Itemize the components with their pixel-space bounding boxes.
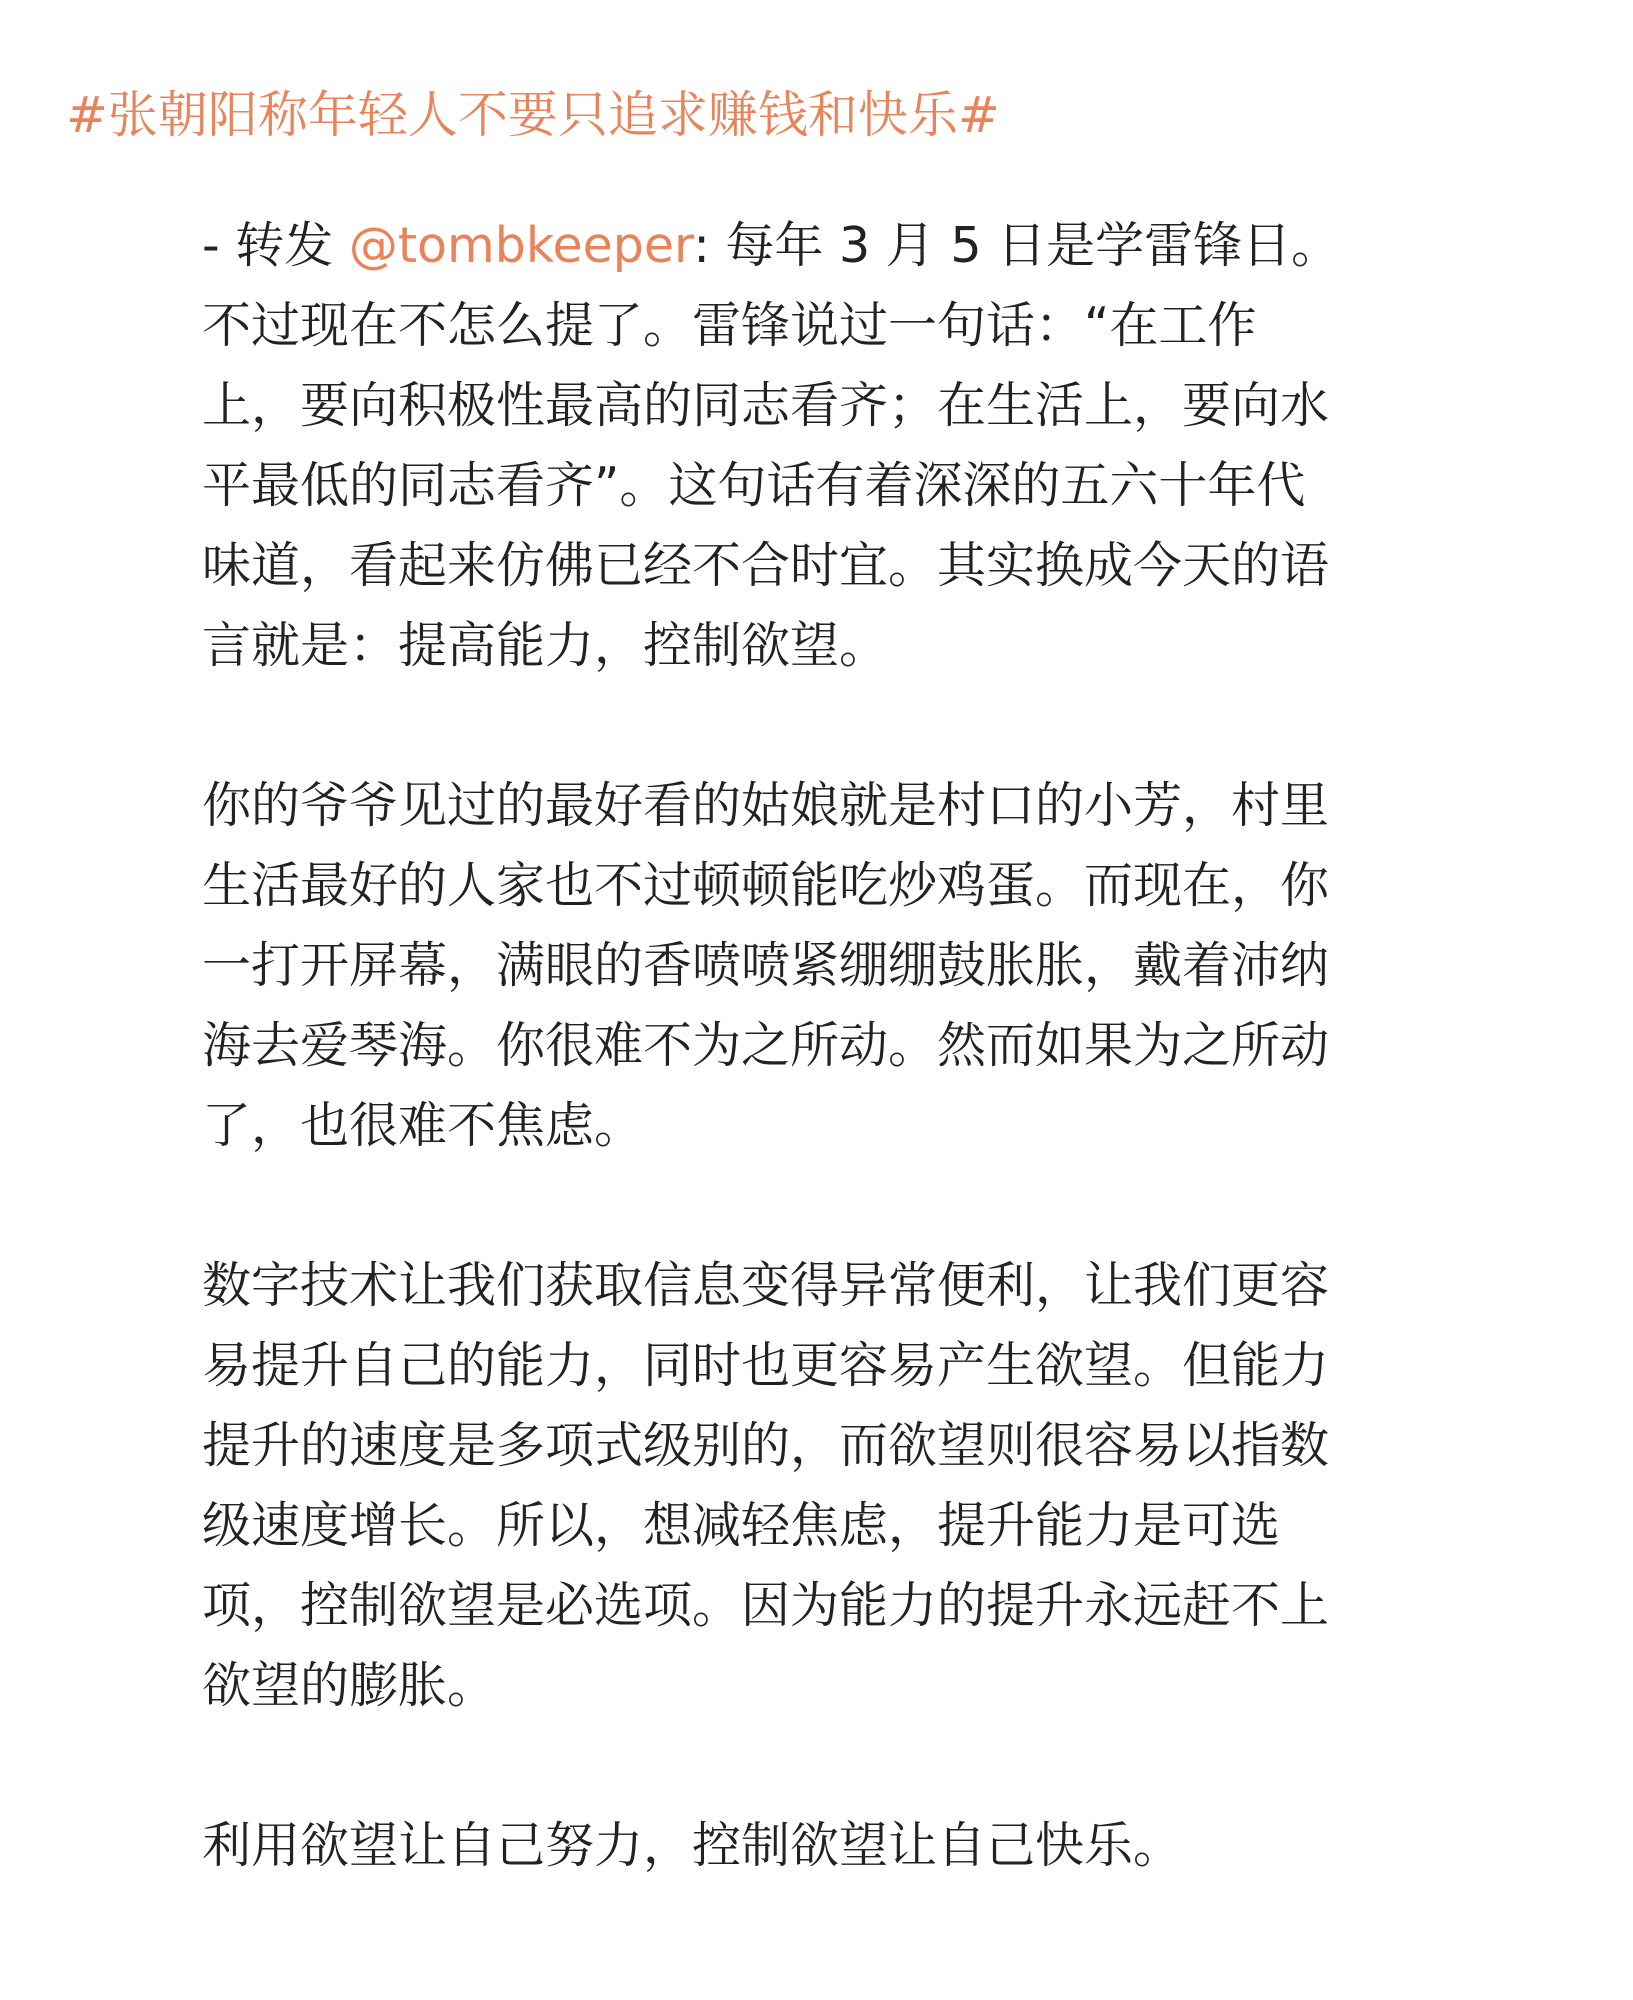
paragraph-line: 提升的速度是多项式级别的，而欲望则很容易以指数: [202, 1417, 1330, 1474]
paragraph-line: 不过现在不怎么提了。雷锋说过一句话：“在工作: [202, 297, 1257, 354]
paragraph-1: [202, 206, 1442, 686]
paragraph-line: 平最低的同志看齐”。这句话有着深深的五六十年代: [202, 457, 1306, 514]
paragraph-line: 易提升自己的能力，同时也更容易产生欲望。但能力: [202, 1337, 1330, 1394]
paragraph-line: 级速度增长。所以，想减轻焦虑，提升能力是可选: [202, 1497, 1281, 1554]
mention-tombkeeper-link[interactable]: @tombkeeper: [348, 217, 694, 274]
topic-hashtag-link[interactable]: #张朝阳称年轻人不要只追求赚钱和快乐#: [66, 86, 1000, 144]
paragraph-1-line-1: [202, 206, 1442, 286]
paragraph-line: 数字技术让我们获取信息变得异常便利，让我们更容: [202, 1257, 1330, 1314]
paragraph-line: 生活最好的人家也不过顿顿能吃炒鸡蛋。而现在，你: [202, 857, 1330, 914]
paragraph-line: 欲望的膨胀。: [202, 1657, 497, 1714]
paragraph-4: [202, 1806, 1442, 1886]
paragraph-line: 一打开屏幕，满眼的香喷喷紧绷绷鼓胀胀，戴着沛纳: [202, 937, 1330, 994]
repost-body: [202, 206, 1442, 1886]
paragraph-1-line-1-rest: : 每年 3 月 5 日是学雷锋日。: [693, 217, 1341, 274]
paragraph-line: 味道，看起来仿佛已经不合时宜。其实换成今天的语: [202, 537, 1330, 594]
paragraph-line: 言就是：提高能力，控制欲望。: [202, 617, 889, 674]
paragraph-line: 你的爷爷见过的最好看的姑娘就是村口的小芳，村里: [202, 777, 1330, 834]
paragraph-line: 海去爱琴海。你很难不为之所动。然而如果为之所动: [202, 1017, 1330, 1074]
paragraph-line: 利用欲望让自己努力，控制欲望让自己快乐。: [202, 1817, 1183, 1874]
paragraph-2: [202, 766, 1442, 1166]
paragraph-3: [202, 1246, 1442, 1726]
repost-prefix: - 转发: [202, 217, 349, 274]
paragraph-line: 上，要向积极性最高的同志看齐；在生活上，要向水: [202, 377, 1330, 434]
paragraph-line: 项，控制欲望是必选项。因为能力的提升永远赶不上: [202, 1577, 1330, 1634]
paragraph-line: 了，也很难不焦虑。: [202, 1097, 644, 1154]
